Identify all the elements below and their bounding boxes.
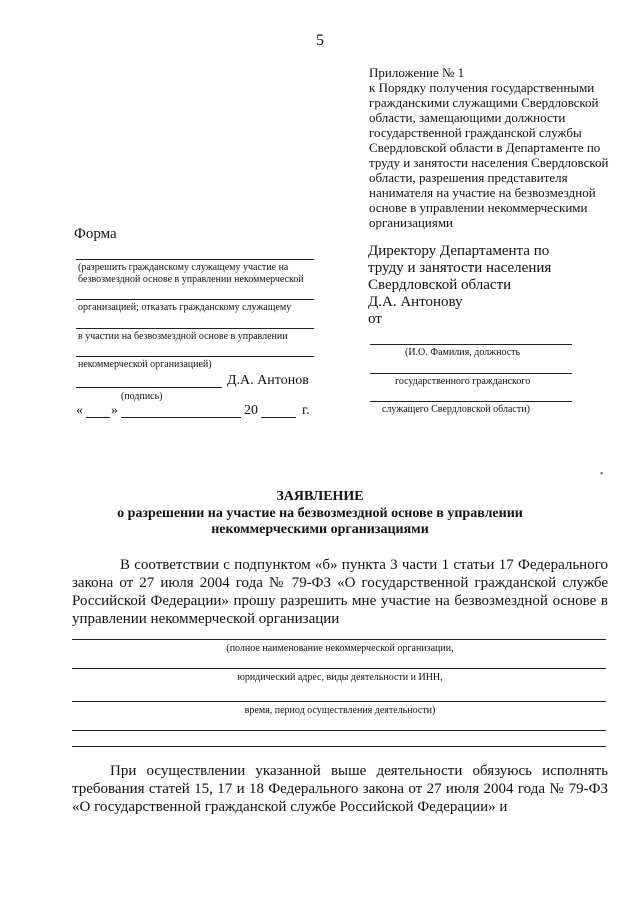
date-month-line[interactable] (121, 417, 241, 418)
document-subtitle: о разрешении на участие на безвозмездной основе в управлении (117, 506, 523, 521)
document-title: ЗАЯВЛЕНИЕ (276, 489, 364, 504)
date-year-suffix: г. (302, 403, 310, 418)
appendix-line: организациями (369, 215, 453, 230)
statement-paragraph: В соответствии с подпунктом «б» пункта 3 части 1 статьи 17 Федерального закона от 27 июля 2004 года № 79-ФЗ «О государственной гражданской службе Российской Федерации» прошу разрешить мне участие на безвозмездной основе в управлении некоммерческой организации (72, 557, 608, 627)
addressee-fill-line[interactable] (370, 373, 572, 374)
addressee-block (368, 243, 628, 328)
addressee-line: Д.А. Антонову (368, 294, 463, 310)
scan-mark: ▪ (600, 468, 604, 478)
date-year-prefix: 20 (244, 403, 258, 418)
date-year-line[interactable] (261, 417, 296, 418)
addressee-caption-3: служащего Свердловской области) (382, 404, 530, 415)
resolution-text: (разрешить гражданскому служащему участие на (78, 262, 289, 273)
resolution-fill-line[interactable] (76, 328, 314, 329)
resolution-text: в участии на безвозмездной основе в управлении (78, 331, 288, 342)
appendix-line: области, разрешения представителя (369, 170, 568, 185)
addressee-fill-line[interactable] (370, 344, 572, 345)
signer-name: Д.А. Антонов (227, 373, 309, 388)
appendix-line: нанимателя на участие на безвозмездной (369, 185, 596, 200)
appendix-line: труду и занятости населения Свердловской (369, 155, 609, 170)
org-name-line[interactable] (72, 639, 606, 640)
resolution-text: некоммерческой организацией) (78, 359, 212, 370)
date-open-quote: « (76, 403, 83, 418)
resolution-fill-line[interactable] (76, 259, 314, 260)
resolution-text: безвозмездной основе в управлении некоммерческой (78, 274, 304, 285)
org-address-line[interactable] (72, 668, 606, 669)
addressee-line: Свердловской области (368, 277, 512, 293)
appendix-line: к Порядку получения государственными (369, 80, 595, 95)
appendix-line: Приложение № 1 (369, 65, 465, 80)
date-day-line[interactable] (86, 417, 110, 418)
resolution-fill-line[interactable] (76, 299, 314, 300)
resolution-fill-line[interactable] (76, 356, 314, 357)
obligation-paragraph: При осуществлении указанной выше деятельности обязуюсь исполнять требования статей 15, 17 и 18 Федерального закона от 27 июля 2004 года № 79-ФЗ «О государственной гражданской службе Российской Федерации» и (72, 763, 608, 815)
addressee-fill-line[interactable] (370, 401, 572, 402)
period-line[interactable] (72, 701, 606, 702)
signature-line[interactable] (76, 387, 222, 388)
addressee-line: труду и занятости населения (368, 260, 552, 276)
addressee-caption-1: (И.О. Фамилия, должность (405, 347, 521, 358)
org-address-caption: юридический адрес, виды деятельности и ИНН, (237, 672, 443, 683)
date-close-quote: » (111, 403, 118, 418)
document-subtitle: некоммерческими организациями (211, 522, 429, 537)
addressee-caption-2: государственного гражданского (395, 376, 531, 387)
appendix-line: Свердловской области в Департаменте по (369, 140, 601, 155)
appendix-line: основе в управлении некоммерческими (369, 200, 588, 215)
blank-line[interactable] (72, 730, 606, 731)
period-caption: время, период осуществления деятельности) (244, 705, 436, 716)
blank-line[interactable] (72, 746, 606, 747)
appendix-line: гражданскими служащими Свердловской (369, 95, 599, 110)
appendix-line: области, замещающими должности (369, 110, 566, 125)
org-name-caption: (полное наименование некоммерческой организации, (226, 643, 454, 654)
appendix-block (369, 65, 619, 230)
addressee-line: Директору Департамента по (368, 243, 550, 259)
addressee-line: от (368, 311, 382, 327)
form-label: Форма (74, 226, 117, 242)
appendix-line: государственной гражданской службы (369, 125, 582, 140)
signature-caption: (подпись) (121, 391, 163, 402)
page-number: 5 (316, 32, 324, 49)
resolution-text: организацией; отказать гражданскому служащему (78, 302, 292, 313)
